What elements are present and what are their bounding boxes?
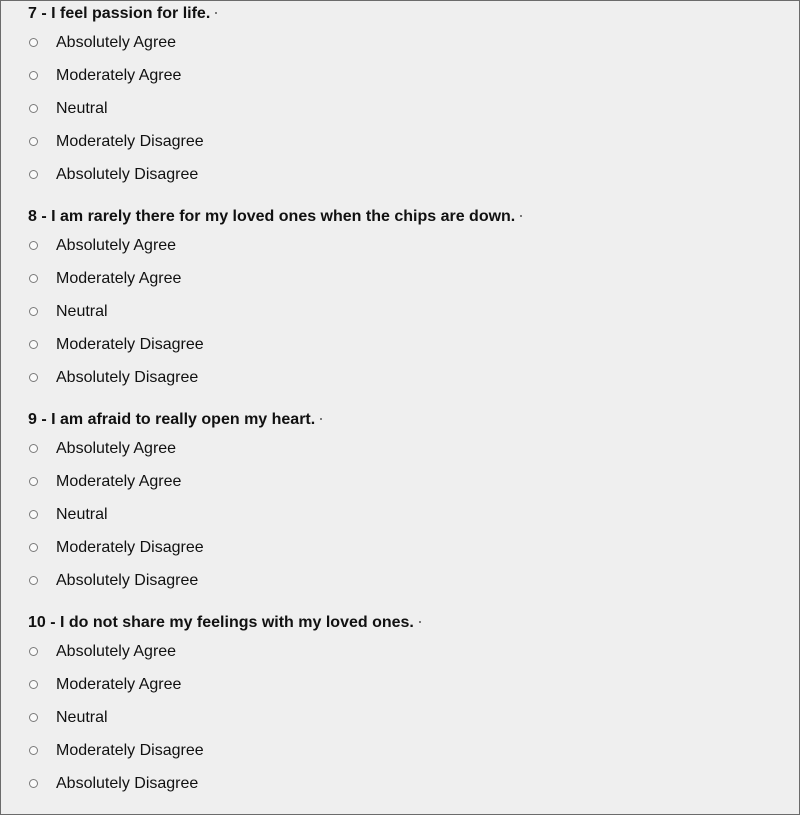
option-absolutely-disagree[interactable] [28, 767, 799, 800]
option-absolutely-agree[interactable] [28, 26, 799, 59]
option-label: Absolutely Agree [56, 642, 177, 660]
question-title-text: 9 - I am afraid to really open my heart. [28, 411, 316, 428]
question-title [28, 610, 799, 635]
option-label: Neutral [56, 708, 108, 726]
question-title [28, 1, 799, 26]
radio-button[interactable] [29, 510, 38, 519]
option-moderately-agree[interactable] [28, 465, 799, 498]
option-label: Moderately Disagree [56, 538, 204, 556]
radio-button[interactable] [29, 307, 38, 316]
required-indicator [520, 215, 522, 217]
question-8 [28, 204, 799, 394]
radio-button[interactable] [29, 477, 38, 486]
option-absolutely-agree[interactable] [28, 432, 799, 465]
option-moderately-disagree[interactable] [28, 125, 799, 158]
option-moderately-agree[interactable] [28, 59, 799, 92]
required-indicator [215, 12, 217, 14]
option-absolutely-disagree[interactable] [28, 361, 799, 394]
option-label: Neutral [56, 302, 108, 320]
option-label: Moderately Agree [56, 269, 182, 287]
option-label: Absolutely Agree [56, 33, 177, 51]
option-label: Neutral [56, 505, 108, 523]
radio-button[interactable] [29, 444, 38, 453]
option-label: Absolutely Agree [56, 236, 177, 254]
option-label: Absolutely Agree [56, 439, 177, 457]
radio-button[interactable] [29, 71, 38, 80]
radio-button[interactable] [29, 576, 38, 585]
radio-button[interactable] [29, 38, 38, 47]
option-absolutely-agree[interactable] [28, 229, 799, 262]
required-indicator [419, 621, 421, 623]
radio-button[interactable] [29, 274, 38, 283]
option-label: Absolutely Disagree [56, 571, 199, 589]
option-absolutely-agree[interactable] [28, 635, 799, 668]
option-absolutely-disagree[interactable] [28, 158, 799, 191]
radio-button[interactable] [29, 713, 38, 722]
question-title-text: 10 - I do not share my feelings with my loved ones. [28, 614, 414, 631]
option-label: Absolutely Disagree [56, 368, 199, 386]
radio-button[interactable] [29, 137, 38, 146]
option-label: Moderately Agree [56, 66, 182, 84]
question-title-text: 8 - I am rarely there for my loved ones when the chips are down. [28, 208, 516, 225]
option-neutral[interactable] [28, 92, 799, 125]
option-neutral[interactable] [28, 701, 799, 734]
option-label: Neutral [56, 99, 108, 117]
option-label: Moderately Disagree [56, 741, 204, 759]
radio-button[interactable] [29, 241, 38, 250]
option-label: Moderately Disagree [56, 132, 204, 150]
option-moderately-agree[interactable] [28, 262, 799, 295]
option-moderately-disagree[interactable] [28, 328, 799, 361]
question-title [28, 407, 799, 432]
radio-button[interactable] [29, 170, 38, 179]
question-title-text: 7 - I feel passion for life. [28, 5, 211, 22]
radio-button[interactable] [29, 543, 38, 552]
radio-button[interactable] [29, 340, 38, 349]
option-label: Absolutely Disagree [56, 165, 199, 183]
option-label: Moderately Disagree [56, 335, 204, 353]
required-indicator [320, 418, 322, 420]
option-label: Moderately Agree [56, 675, 182, 693]
question-9 [28, 407, 799, 597]
option-neutral[interactable] [28, 295, 799, 328]
question-10 [28, 610, 799, 800]
option-neutral[interactable] [28, 498, 799, 531]
question-title [28, 204, 799, 229]
option-label: Absolutely Disagree [56, 774, 199, 792]
survey-form [28, 1, 799, 813]
radio-button[interactable] [29, 746, 38, 755]
option-absolutely-disagree[interactable] [28, 564, 799, 597]
option-moderately-agree[interactable] [28, 668, 799, 701]
radio-button[interactable] [29, 680, 38, 689]
radio-button[interactable] [29, 373, 38, 382]
option-label: Moderately Agree [56, 472, 182, 490]
radio-button[interactable] [29, 104, 38, 113]
question-7 [28, 1, 799, 191]
option-moderately-disagree[interactable] [28, 531, 799, 564]
option-moderately-disagree[interactable] [28, 734, 799, 767]
radio-button[interactable] [29, 647, 38, 656]
radio-button[interactable] [29, 779, 38, 788]
